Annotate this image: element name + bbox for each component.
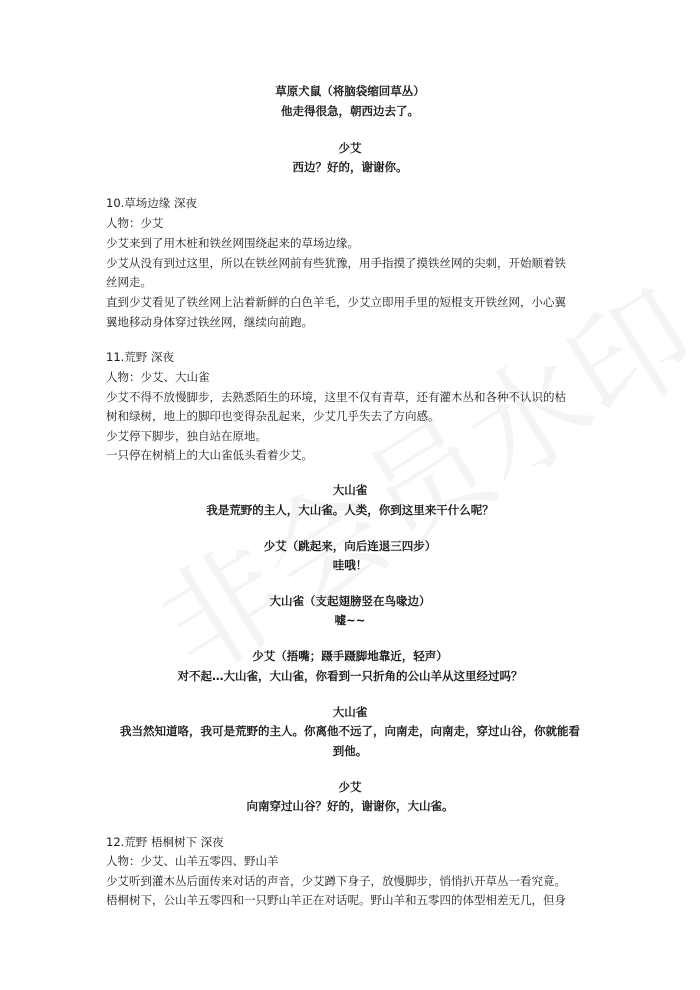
scene-heading: 12.荒野 梧桐树下 深夜 (106, 835, 224, 849)
dialogue-line: 对不起…大山雀，大山雀，你看到一只折角的公山羊从这里经过吗？ (177, 669, 523, 683)
scene-action: 一只停在树梢上的大山雀低头看着少艾。 (106, 448, 313, 462)
scene-heading: 11.荒野 深夜 (106, 350, 174, 364)
dialogue-character-line: 大山雀（支起翅膀竖在鸟喙边） (269, 594, 431, 608)
scene-heading: 10.草场边缘 深夜 (106, 196, 197, 210)
scene-action: 少艾从没有到过这里，所以在铁丝网前有些犹豫，用手指摸了摸铁丝网的尖刺，开始顺着铁 (106, 256, 566, 270)
scene-action: 翼地移动身体穿过铁丝网，继续向前跑。 (106, 315, 313, 329)
scene-action: 梧桐树下，公山羊五零四和一只野山羊正在对话呢。野山羊和五零四的体型相差无几，但身 (106, 893, 566, 907)
dialogue-character-line: 少艾 (338, 780, 362, 794)
dialogue-character-line: 少艾（跳起来，向后连退三四步） (263, 539, 437, 553)
dialogue-line: 哇哦！ (332, 558, 368, 572)
scene-characters: 人物：少艾、山羊五零四、野山羊 (106, 854, 279, 868)
dialogue-line: 他走得很急，朝西边去了。 (281, 104, 419, 118)
scene-action: 树和绿树，地上的脚印也变得杂乱起来，少艾几乎失去了方向感。 (106, 409, 440, 423)
dialogue-character-line: 草原犬鼠（将脑袋缩回草丛） (275, 84, 425, 98)
scene-action: 少艾来到了用木桩和铁丝网围绕起来的草场边缘。 (106, 236, 359, 250)
scene-characters: 人物：少艾、大山雀 (106, 370, 210, 384)
scene-action: 少艾听到灌木丛后面传来对话的声音，少艾蹲下身子，放慢脚步，悄悄扒开草丛一看究竟。 (106, 874, 566, 888)
dialogue-line: 西边？好的，谢谢你。 (292, 160, 408, 174)
dialogue-character-line: 大山雀 (332, 483, 368, 497)
dialogue-line: 嘘~~ (334, 613, 366, 627)
scene-action: 直到少艾看见了铁丝网上沾着新鲜的白色羊毛，少艾立即用手里的短棍支开铁丝网，小心翼 (106, 295, 566, 309)
dialogue-line: 到他。 (332, 744, 368, 758)
scene-action: 少艾停下脚步，独自站在原地。 (106, 429, 267, 443)
dialogue-line: 向南穿过山谷？好的，谢谢你，大山雀。 (246, 799, 454, 813)
dialogue-character-line: 少艾（捂嘴；蹑手蹑脚地靠近，轻声） (252, 649, 448, 663)
dialogue-character-line: 少艾 (338, 141, 362, 155)
scene-characters: 人物：少艾 (106, 216, 164, 230)
scene-action: 丝网走。 (106, 275, 152, 289)
scene-action: 少艾不得不放慢脚步，去熟悉陌生的环境，这里不仅有青草，还有灌木丛和各种不认识的枯 (106, 390, 566, 404)
dialogue-line: 我是荒野的主人，大山雀。人类，你到这里来干什么呢？ (206, 503, 494, 517)
dialogue-character-line: 大山雀 (332, 705, 368, 719)
dialogue-line: 我当然知道咯，我可是荒野的主人。你离他不远了，向南走，向南走，穿过山谷，你就能看 (120, 724, 580, 738)
